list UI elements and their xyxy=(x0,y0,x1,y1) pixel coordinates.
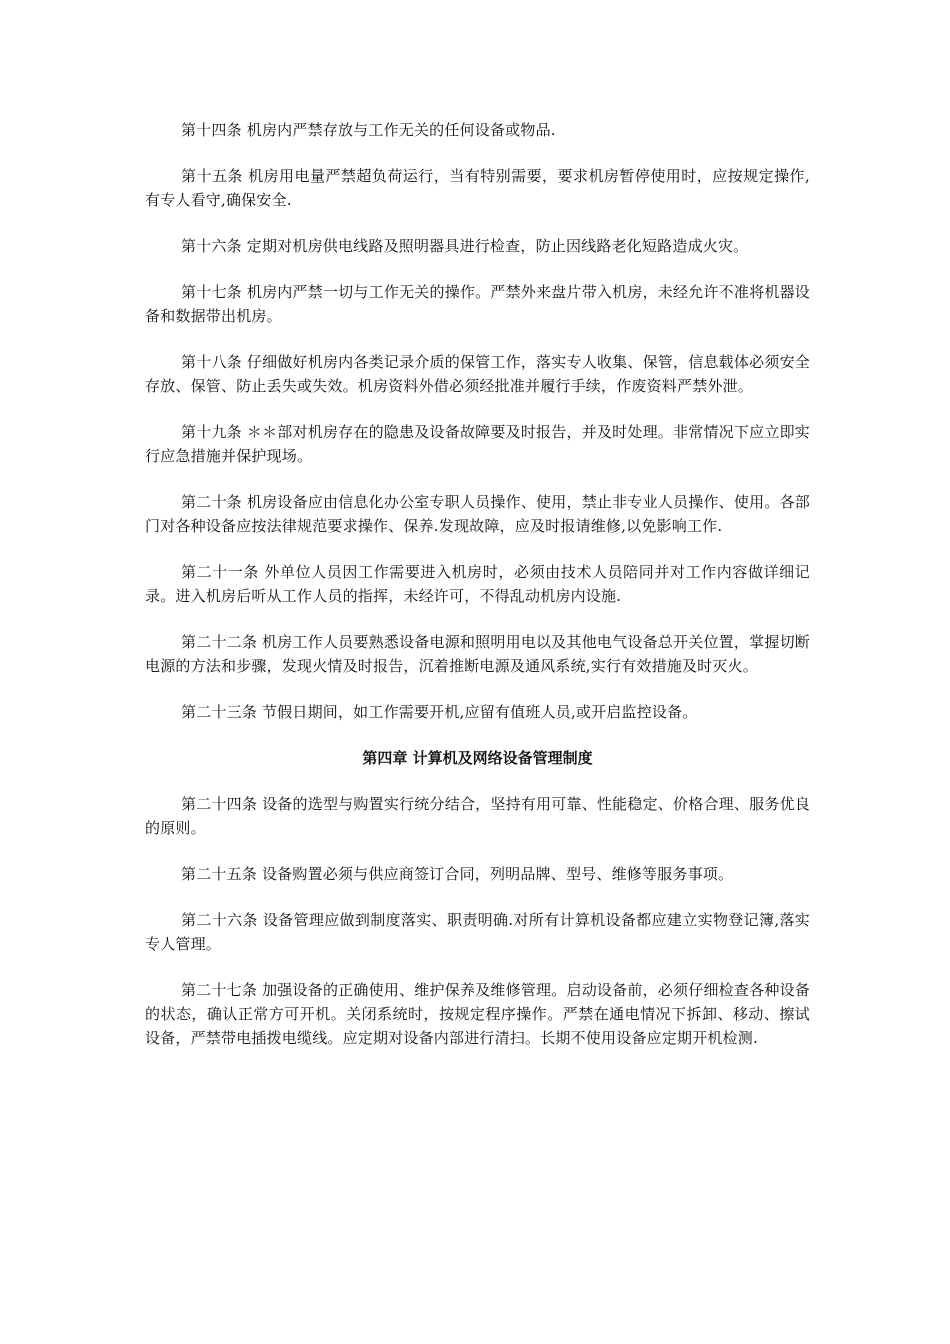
article-18: 第十八条 仔细做好机房内各类记录介质的保管工作，落实专人收集、保管，信息载体必须安全存放、保管、防止丢失或失效。机房资料外借必须经批准并履行手续，作废资料严禁外泄。 xyxy=(145,353,810,395)
article-15: 第十五条 机房用电量严禁超负荷运行，当有特别需要，要求机房暂停使用时，应按规定操作,有专人看守,确保安全. xyxy=(145,167,810,209)
article-22: 第二十二条 机房工作人员要熟悉设备电源和照明用电以及其他电气设备总开关位置，掌握切断电源的方法和步骤，发现火情及时报告，沉着推断电源及通风系统,实行有效措施及时灭火。 xyxy=(145,633,810,675)
article-25: 第二十五条 设备购置必须与供应商签订合同，列明品牌、型号、维修等服务事项。 xyxy=(181,865,734,883)
article-27: 第二十七条 加强设备的正确使用、维护保养及维修管理。启动设备前，必须仔细检查各种设备的状态，确认正常方可开机。关闭系统时，按规定程序操作。严禁在通电情况下拆卸、移动、擦试设备，严禁带电插拨电缆线。应定期对设备内部进行清扫。长期不使用设备应定期开机检测. xyxy=(145,981,810,1047)
article-20: 第二十条 机房设备应由信息化办公室专职人员操作、使用，禁止非专业人员操作、使用。各部门对各种设备应按法律规范要求操作、保养.发现故障，应及时报请维修,以免影响工作. xyxy=(145,493,810,535)
article-19: 第十九条 ＊＊部对机房存在的隐患及设备故障要及时报告，并及时处理。非常情况下应立即实行应急措施并保护现场。 xyxy=(145,423,810,465)
article-21: 第二十一条 外单位人员因工作需要进入机房时，必须由技术人员陪同并对工作内容做详细记录。进入机房后听从工作人员的指挥，未经许可，不得乱动机房内设施. xyxy=(145,563,810,605)
document-page xyxy=(145,118,810,1072)
article-26: 第二十六条 设备管理应做到制度落实、职责明确.对所有计算机设备都应建立实物登记簿,落实专人管理。 xyxy=(145,911,810,953)
chapter-title: 第四章 计算机及网络设备管理制度 xyxy=(362,749,593,767)
article-24: 第二十四条 设备的选型与购置实行统分结合，坚持有用可靠、性能稳定、价格合理、服务优良的原则。 xyxy=(145,795,810,837)
article-14: 第十四条 机房内严禁存放与工作无关的任何设备或物品. xyxy=(181,121,556,139)
article-16: 第十六条 定期对机房供电线路及照明器具进行检查，防止因线路老化短路造成火灾。 xyxy=(181,237,749,255)
article-17: 第十七条 机房内严禁一切与工作无关的操作。严禁外来盘片带入机房，未经允许不准将机器设备和数据带出机房。 xyxy=(145,283,810,325)
article-23: 第二十三条 节假日期间，如工作需要开机,应留有值班人员,或开启监控设备。 xyxy=(181,703,698,721)
